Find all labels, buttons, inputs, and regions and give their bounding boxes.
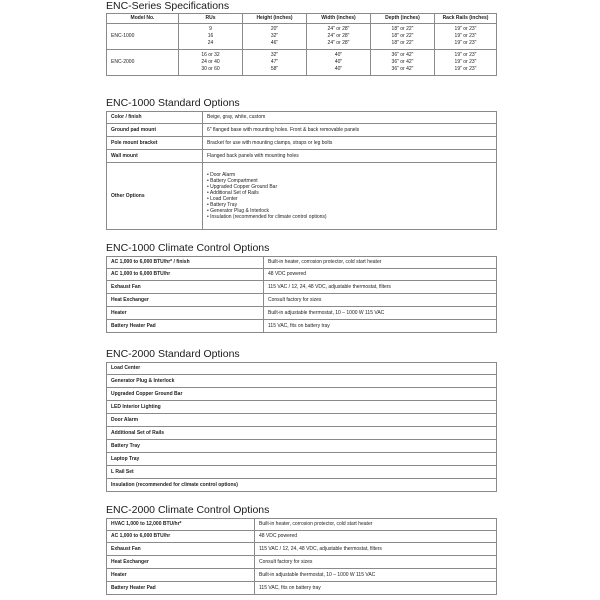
table-row bbox=[107, 569, 497, 582]
option-value: 6" flanged base with mounting holes. Front & back removable panels bbox=[203, 124, 497, 137]
option-label: Heater bbox=[107, 307, 264, 320]
table-row bbox=[107, 388, 497, 401]
option-label: Other Options bbox=[107, 163, 203, 230]
specs-title: ENC-Series Specifications bbox=[106, 0, 230, 12]
table-row bbox=[107, 363, 497, 375]
list-item: • Additional Set of Rails bbox=[207, 190, 259, 196]
table-row bbox=[107, 375, 497, 388]
option-label: Insulation (recommended for climate control options) bbox=[107, 479, 497, 492]
option-label: Pole mount bracket bbox=[107, 137, 203, 150]
table-row bbox=[107, 440, 497, 453]
table-row bbox=[107, 163, 497, 230]
rus-cell: 16 or 32 24 or 40 30 or 60 bbox=[179, 50, 243, 76]
table-row bbox=[107, 543, 497, 556]
option-label: HVAC 1,000 to 12,000 BTU/hr* bbox=[107, 519, 255, 531]
option-label: Door Alarm bbox=[107, 414, 497, 427]
option-label: Upgraded Copper Ground Bar bbox=[107, 388, 497, 401]
table-row bbox=[107, 414, 497, 427]
column-header: Width (inches) bbox=[307, 14, 371, 24]
table-row bbox=[107, 401, 497, 414]
table-row bbox=[107, 150, 497, 163]
option-value: 115 VAC, fits on battery tray bbox=[255, 582, 497, 595]
enc2000-std-table bbox=[106, 362, 497, 492]
table-row bbox=[107, 269, 497, 281]
option-label: AC 1,000 to 6,000 BTU/hr bbox=[107, 269, 264, 281]
specs-header-row bbox=[107, 14, 497, 24]
option-value: 115 VAC / 12, 24, 48 VDC, adjustable thermostat, filters bbox=[264, 281, 497, 294]
width-cell: 40" 40" 40" bbox=[307, 50, 371, 76]
table-row bbox=[107, 124, 497, 137]
option-label: Color / finish bbox=[107, 112, 203, 124]
list-item: • Door Alarm bbox=[207, 172, 236, 178]
list-item: • Battery Compartment bbox=[207, 178, 258, 184]
option-value: Beige, gray, white, custom bbox=[203, 112, 497, 124]
option-label: Additional Set of Rails bbox=[107, 427, 497, 440]
column-header: Depth (inches) bbox=[371, 14, 435, 24]
option-label: AC 1,000 to 6,000 BTU/hr bbox=[107, 531, 255, 543]
table-row bbox=[107, 479, 497, 492]
enc2000-std-title: ENC-2000 Standard Options bbox=[106, 348, 240, 360]
option-value: 115 VAC / 12, 24, 48 VDC, adjustable thermostat, filters bbox=[255, 543, 497, 556]
enc2000-climate-title: ENC-2000 Climate Control Options bbox=[106, 504, 270, 516]
option-label: Battery Tray bbox=[107, 440, 497, 453]
option-label: Wall mount bbox=[107, 150, 203, 163]
option-value: Consult factory for sizes bbox=[264, 294, 497, 307]
height-cell: 20" 32" 46" bbox=[243, 24, 307, 50]
option-label: Load Center bbox=[107, 363, 497, 375]
option-label: L Rail Set bbox=[107, 466, 497, 479]
table-row bbox=[107, 281, 497, 294]
option-value: 48 VDC powered bbox=[255, 531, 497, 543]
width-cell: 24" or 28" 24" or 28" 24" or 28" bbox=[307, 24, 371, 50]
table-row bbox=[107, 519, 497, 531]
list-item: • Battery Tray bbox=[207, 202, 238, 208]
option-label: LED Interior Lighting bbox=[107, 401, 497, 414]
enc1000-climate-table bbox=[106, 256, 497, 333]
option-label: Heater bbox=[107, 569, 255, 582]
option-value: Consult factory for sizes bbox=[255, 556, 497, 569]
specs-table bbox=[106, 13, 497, 76]
option-label: Battery Heater Pad bbox=[107, 320, 264, 333]
option-label: Exhaust Fan bbox=[107, 543, 255, 556]
option-label: AC 1,000 to 6,000 BTU/hr* / finish bbox=[107, 257, 264, 269]
option-label: Laptop Tray bbox=[107, 453, 497, 466]
option-value: Flanged back panels with mounting holes bbox=[203, 150, 497, 163]
table-row bbox=[107, 556, 497, 569]
column-header: RUs bbox=[179, 14, 243, 24]
enc1000-climate-title: ENC-1000 Climate Control Options bbox=[106, 242, 270, 254]
other-options-cell bbox=[203, 163, 497, 230]
model-cell: ENC-2000 bbox=[107, 50, 179, 76]
column-header: Rack Rails (inches) bbox=[435, 14, 497, 24]
option-label: Heat Exchanger bbox=[107, 556, 255, 569]
table-row bbox=[107, 24, 497, 50]
list-item: • Generator Plug & Interlock bbox=[207, 208, 270, 214]
table-row bbox=[107, 294, 497, 307]
other-options-list bbox=[207, 172, 492, 220]
enc1000-std-title: ENC-1000 Standard Options bbox=[106, 97, 240, 109]
list-item: • Insulation (recommended for climate control options) bbox=[207, 214, 327, 220]
option-value: 115 VAC, fits on battery tray bbox=[264, 320, 497, 333]
table-row bbox=[107, 320, 497, 333]
option-label: Battery Heater Pad bbox=[107, 582, 255, 595]
table-row bbox=[107, 137, 497, 150]
option-value: Built-in adjustable thermostat, 10 – 1000 W 115 VAC bbox=[255, 569, 497, 582]
option-value: Built-in adjustable thermostat, 10 – 1000 W 115 VAC bbox=[264, 307, 497, 320]
option-label: Heat Exchanger bbox=[107, 294, 264, 307]
column-header: Model No. bbox=[107, 14, 179, 24]
table-row bbox=[107, 257, 497, 269]
table-row bbox=[107, 307, 497, 320]
rails-cell: 19" or 23" 19" or 23" 19" or 23" bbox=[435, 50, 497, 76]
option-label: Ground pad mount bbox=[107, 124, 203, 137]
list-item: • Load Center bbox=[207, 196, 238, 202]
list-item: • Upgraded Copper Ground Bar bbox=[207, 184, 278, 190]
table-row bbox=[107, 531, 497, 543]
depth-cell: 36" or 42" 36" or 42" 36" or 42" bbox=[371, 50, 435, 76]
enc2000-climate-table bbox=[106, 518, 497, 595]
depth-cell: 18" or 22" 18" or 22" 18" or 22" bbox=[371, 24, 435, 50]
rus-cell: 9 16 24 bbox=[179, 24, 243, 50]
table-row bbox=[107, 453, 497, 466]
table-row bbox=[107, 427, 497, 440]
option-value: Bracket for use with mounting clamps, straps or leg bolts bbox=[203, 137, 497, 150]
enc1000-std-table bbox=[106, 111, 497, 230]
table-row bbox=[107, 466, 497, 479]
option-label: Exhaust Fan bbox=[107, 281, 264, 294]
option-value: Built-in heater, corrosion protector, cold start heater bbox=[255, 519, 497, 531]
column-header: Height (inches) bbox=[243, 14, 307, 24]
rails-cell: 19" or 23" 19" or 23" 19" or 23" bbox=[435, 24, 497, 50]
option-value: 48 VDC powered bbox=[264, 269, 497, 281]
table-row bbox=[107, 50, 497, 76]
option-value: Built-in heater, corrosion protector, cold start heater bbox=[264, 257, 497, 269]
table-row bbox=[107, 582, 497, 595]
height-cell: 32" 47" 58" bbox=[243, 50, 307, 76]
table-row bbox=[107, 112, 497, 124]
model-cell: ENC-1000 bbox=[107, 24, 179, 50]
option-label: Generator Plug & Interlock bbox=[107, 375, 497, 388]
